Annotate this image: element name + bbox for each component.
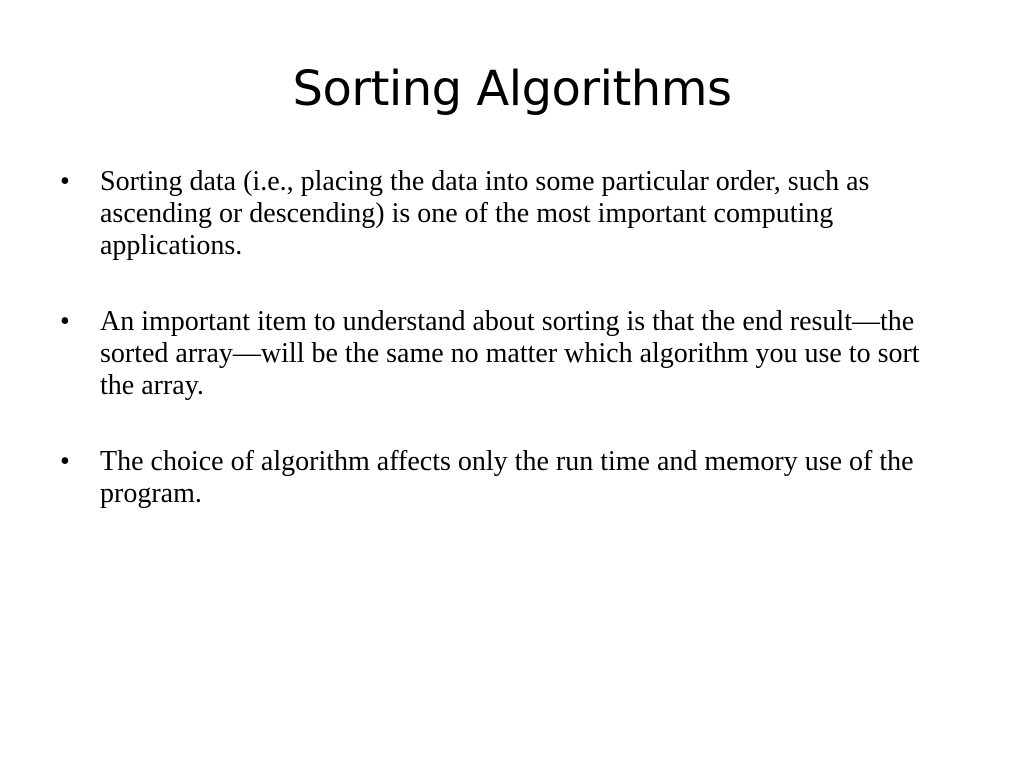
bullet-item: [56, 166, 936, 262]
slide-title: Sorting Algorithms: [292, 61, 732, 117]
bullet-text: Sorting data (i.e., placing the data into some particular order, such as ascending or descending) is one of the most important computing applications.: [100, 166, 870, 261]
bullet-dot-icon: •: [60, 166, 70, 197]
bullet-dot-icon: •: [60, 446, 70, 477]
bullet-item: [56, 306, 936, 402]
bullet-list: [56, 166, 936, 554]
bullet-text: The choice of algorithm affects only the run time and memory use of the program.: [100, 446, 914, 509]
bullet-item: [56, 446, 936, 510]
bullet-text: An important item to understand about sorting is that the end result—the sorted array—will be the same no matter which algorithm you use to sort the array.: [100, 306, 920, 401]
bullet-dot-icon: •: [60, 306, 70, 337]
